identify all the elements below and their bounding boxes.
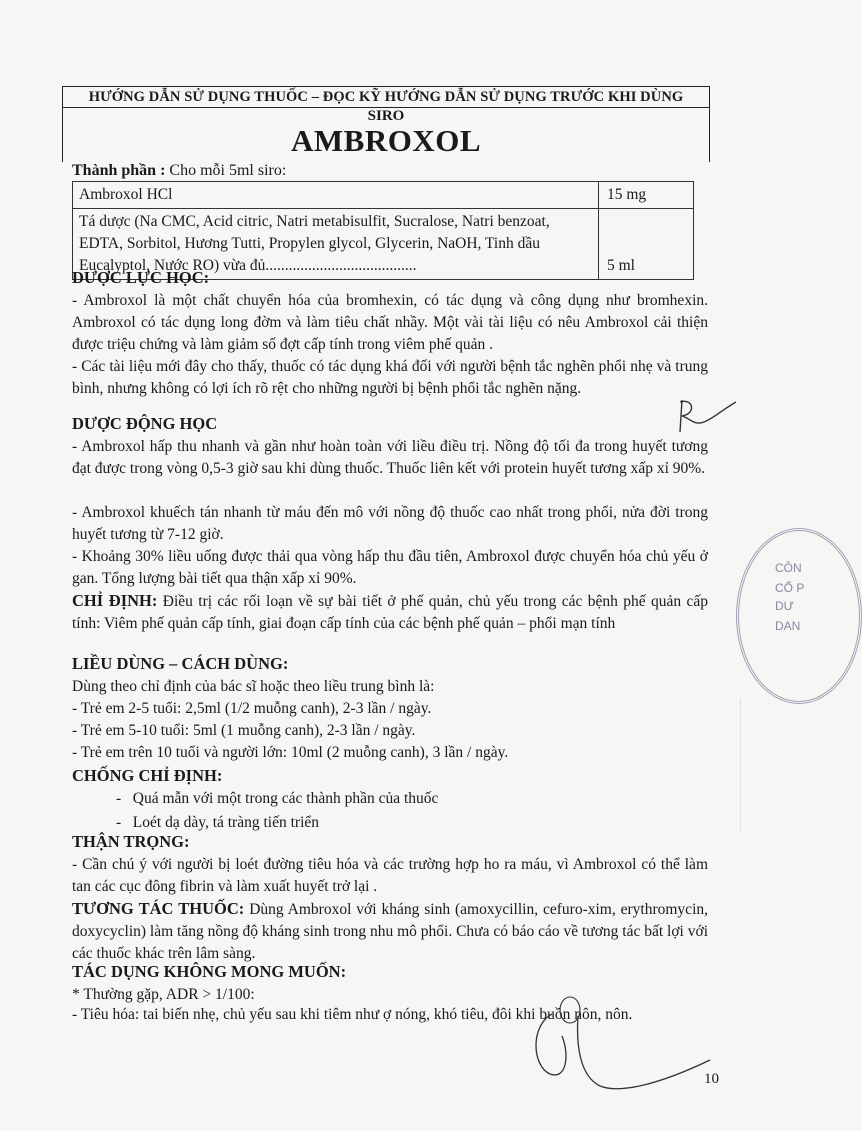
interaction-block bbox=[72, 898, 708, 965]
composition-table bbox=[72, 181, 694, 280]
contraindication-item: - Quá mẫn với một trong các thành phần của thuốc bbox=[116, 790, 439, 807]
paragraph: - Cần chú ý với người bị loét đường tiêu hóa và các trường hợp ho ra máu, vì Ambroxol có thể làm tan các cục đông fibrin và làm xuất huyết trở lại . bbox=[72, 856, 708, 895]
paragraph: - Ambroxol khuếch tán nhanh từ máu đến mô với nồng độ thuốc cao nhất trong phổi, nửa đời trong huyết tương từ 7-12 giờ. bbox=[72, 504, 708, 543]
dosage-form: SIRO bbox=[367, 108, 405, 124]
dosage-item: - Trẻ em 5-10 tuổi: 5ml (1 muỗng canh), 2-3 lần / ngày. bbox=[72, 722, 416, 739]
stamp-text: DAN bbox=[775, 619, 801, 633]
section-title-than-trong: THẬN TRỌNG: bbox=[72, 832, 190, 851]
table-row bbox=[73, 182, 694, 209]
indication-block bbox=[72, 590, 708, 635]
header-box bbox=[62, 86, 710, 162]
paragraph: - Các tài liệu mới đây cho thấy, thuốc có tác dụng khá đối với người bệnh tắc nghẽn phổi nhẹ và trung bình, nhưng không có lợi ích rõ rệt cho những người bị bệnh phổi tắc nghẽn nặng. bbox=[72, 358, 708, 397]
section-title-duoc-luc: DƯỢC LỰC HỌC: bbox=[72, 268, 210, 287]
page-number: 10 bbox=[704, 1071, 719, 1087]
composition-heading: Thành phần : bbox=[72, 162, 166, 179]
section-title-chong-chi-dinh: CHỐNG CHỈ ĐỊNH: bbox=[72, 766, 223, 785]
adverse-item: - Tiêu hóa: tai biến nhẹ, chủ yếu sau khi tiêm như ợ nóng, khó tiêu, đôi khi buồn nôn, nôn. bbox=[72, 1006, 633, 1023]
composition-label bbox=[72, 162, 286, 180]
dosage-item: - Trẻ em 2-5 tuổi: 2,5ml (1/2 muỗng canh), 2-3 lần / ngày. bbox=[72, 700, 432, 717]
initial-signature bbox=[660, 392, 740, 440]
dosage-intro: Dùng theo chỉ định của bác sĩ hoặc theo liều trung bình là: bbox=[72, 678, 435, 695]
product-title: AMBROXOL bbox=[291, 123, 481, 158]
company-stamp bbox=[736, 528, 862, 704]
ingredient-amount: 15 mg bbox=[599, 182, 694, 209]
faint-stamp-mark bbox=[740, 700, 801, 830]
handwritten-signature bbox=[510, 996, 730, 1116]
section-title-tuong-tac: TƯƠNG TÁC THUỐC: bbox=[72, 899, 245, 918]
contraindication-item: - Loét dạ dày, tá tràng tiến triển bbox=[116, 814, 319, 831]
section-title-tac-dung: TÁC DỤNG KHÔNG MONG MUỐN: bbox=[72, 962, 347, 981]
dosage-item: - Trẻ em trên 10 tuổi và người lớn: 10ml (2 muỗng canh), 3 lần / ngày. bbox=[72, 744, 509, 761]
paragraph: Điều trị các rối loạn về sự bài tiết ở phế quản, chủ yếu trong các bệnh phế quản cấp tính: Viêm phế quản cấp tính, giai đoạn cấp tính của các bệnh phế quản – phổi mạn tính bbox=[72, 593, 708, 632]
stamp-text: DƯ bbox=[775, 599, 794, 613]
ingredient-amount: 5 ml bbox=[599, 209, 694, 280]
stamp-text: CỔ P bbox=[775, 581, 805, 595]
header-notice: HƯỚNG DẪN SỬ DỤNG THUỐC – ĐỌC KỸ HƯỚNG DẪN SỬ DỤNG TRƯỚC KHI DÙNG bbox=[63, 87, 709, 108]
ingredient-name: Tá dược (Na CMC, Acid citric, Natri metabisulfit, Sucralose, Natri benzoat, EDTA, Sorbitol, Hương Tutti, Propylen glycol, Glycerin, NaOH, Tinh dầu Eucalyptol, Nước RO) vừa đủ....................................... bbox=[73, 209, 599, 280]
ingredient-name: Ambroxol HCl bbox=[73, 182, 599, 209]
section-title-chi-dinh: CHỈ ĐỊNH: bbox=[72, 591, 158, 610]
adverse-item: * Thường gặp, ADR > 1/100: bbox=[72, 986, 255, 1003]
section-title-duoc-dong: DƯỢC ĐỘNG HỌC bbox=[72, 414, 218, 433]
section-title-lieu-dung: LIỀU DÙNG – CÁCH DÙNG: bbox=[72, 654, 289, 673]
paragraph: Dùng Ambroxol với kháng sinh (amoxycillin, cefuro-xim, erythromycin, doxycyclin) làm tăng nồng độ kháng sinh trong nhu mô phổi. Chưa có báo cáo về tương tác bất lợi với các thuốc khác trên lâm sàng. bbox=[72, 901, 708, 962]
paragraph: - Khoảng 30% liều uống được thải qua vòng hấp thu đầu tiên, Ambroxol được chuyển hóa chủ yếu ở gan. Tổng lượng bài tiết qua thận xấp xỉ 90%. bbox=[72, 548, 708, 587]
stamp-text: CÔN bbox=[775, 561, 802, 575]
paragraph: - Ambroxol là một chất chuyển hóa của bromhexin, có tác dụng và công dụng như bromhexin. Ambroxol có tác dụng long đờm và làm tiêu chất nhầy. Một vài tài liệu có nêu Ambroxol cải thiện được triệu chứng và làm giảm số đợt cấp tính trong viêm phế quản . bbox=[72, 292, 708, 353]
composition-per: Cho mỗi 5ml siro: bbox=[169, 162, 287, 179]
paragraph: - Ambroxol hấp thu nhanh và gần như hoàn toàn với liều điều trị. Nồng độ tối đa trong huyết tương đạt được trong vòng 0,5-3 giờ sau khi dùng thuốc. Thuốc liên kết với protein huyết tương xấp xỉ 90%. bbox=[72, 438, 708, 477]
